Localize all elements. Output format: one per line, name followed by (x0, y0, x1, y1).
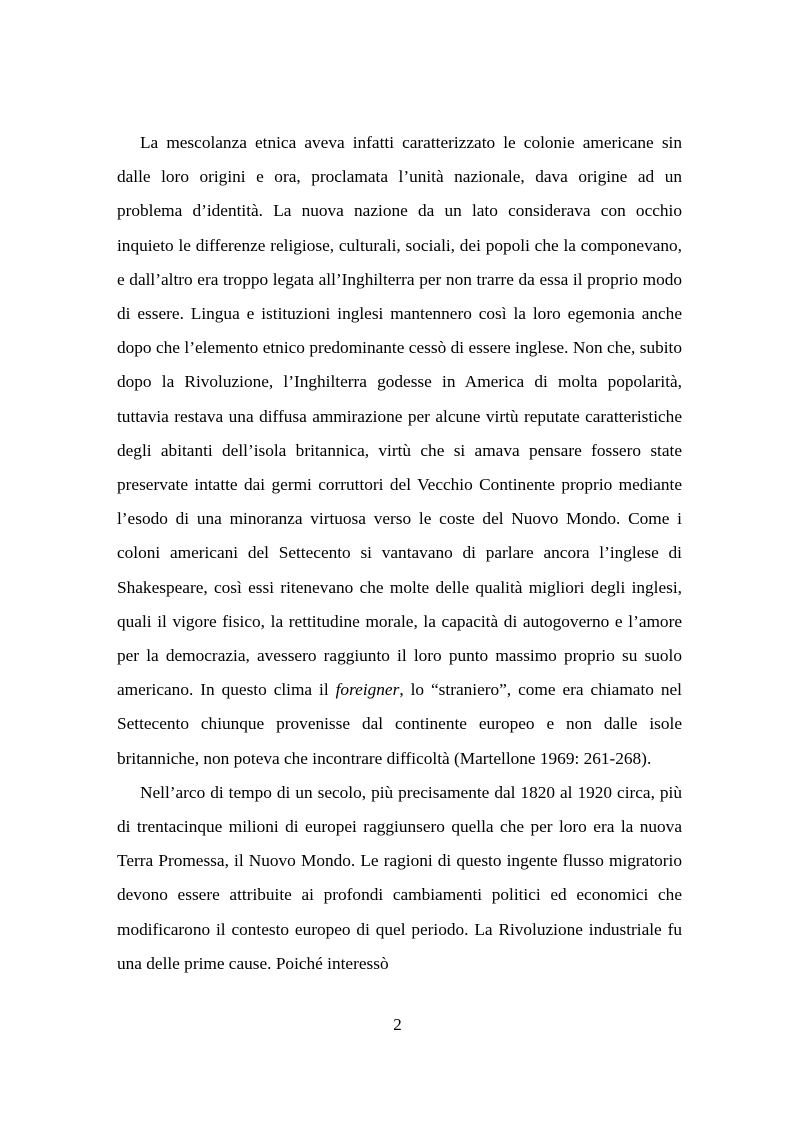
paragraph-text: La mescolanza etnica aveva infatti caratterizzato le colonie americane sin dalle loro origini e ora, proclamata l’unità nazionale, dava origine ad un problema d’identità. La nuova nazione da un lato considerava con occhio inquieto le differenze religiose, culturali, sociali, dei popoli che la componevano, e dall’altro era troppo legata all’Inghilterra per non trarre da essa il proprio modo di essere. Lingua e istituzioni inglesi mantennero così la loro egemonia anche dopo che l’elemento etnico predominante cessò di essere inglese. Non che, subito dopo la Rivoluzione, l’Inghilterra godesse in America di molta popolarità, tuttavia restava una diffusa ammirazione per alcune virtù reputate caratteristiche degli abitanti dell’isola britannica, virtù che si amava pensare fossero state preservate intatte dai germi corruttori del Vecchio Continente proprio mediante l’esodo di una minoranza virtuosa verso le coste del Nuovo Mondo. Come i coloni americani del Settecento si vantavano di parlare ancora l’inglese di Shakespeare, così essi ritenevano che molte delle qualità migliori degli inglesi, quali il vigore fisico, la rettitudine morale, la capacità di autogoverno e l’amore per la democrazia, avessero raggiunto il loro punto massimo proprio su suolo americano. In questo clima il (117, 133, 682, 700)
paragraph (117, 126, 682, 776)
italic-term: foreigner (335, 680, 400, 700)
paragraph-text: , lo “straniero”, come era chiamato nel Settecento chiunque provenisse dal continente europeo e non dalle isole britanniche, non poteva che incontrare difficoltà (Martellone 1969: 261-268). (117, 680, 682, 768)
paragraph: Nell’arco di tempo di un secolo, più precisamente dal 1820 al 1920 circa, più di trentacinque milioni di europei raggiunsero quella che per loro era la nuova Terra Promessa, il Nuovo Mondo. Le ragioni di questo ingente flusso migratorio devono essere attribuite ai profondi cambiamenti politici ed economici che modificarono il contesto europeo di quel periodo. La Rivoluzione industriale fu una delle prime cause. Poiché interessò (117, 782, 682, 973)
page-number: 2 (393, 1015, 402, 1034)
body-text (117, 126, 682, 981)
